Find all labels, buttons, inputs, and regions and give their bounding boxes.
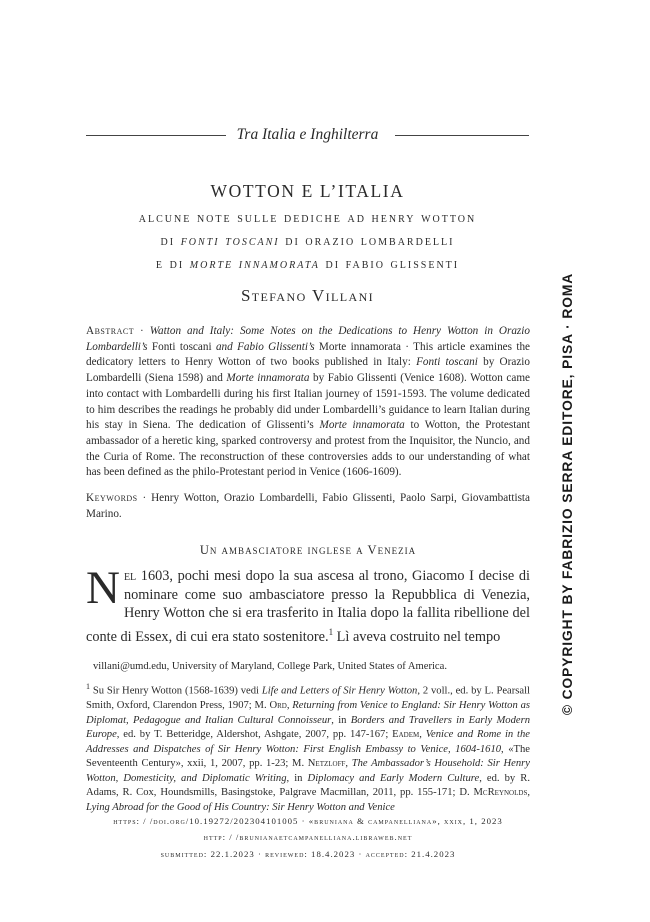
subtitle-book-morte-innamorata: morte innamorata [189,256,320,272]
fn-text-v: Lying Abroad for the Good of His Country: Sir Henry Wotton and Venice [86,801,395,813]
footnote-number: 1 [86,682,90,691]
keywords-label: Keywords [86,492,138,504]
running-head-text: Tra Italia e Inghilterra [236,126,379,143]
abstract-separator: · [134,325,150,337]
article-title: WOTTON E L’ITALIA [210,181,405,201]
abstract-text-3: by Fabio Glissenti (Venice 1608). Wotton came into contact with Lombardelli during his first Italian journey of 1591-1593. The volume dedicated to him describes the readings he probably did under Lombardelli’s guidance to learn Italian during his stay in Siena. The dedication of Glissenti’s [86,372,530,432]
abstract-text-2: by Orazio Lombardelli (Siena 1598) and [86,356,530,385]
fn-text-s: , ed. by R. Adams, R. Cox, Houndsmills, Basingstoke, Palgrave Macmillan, 2011, pp. 155-171; D. [86,772,530,799]
body-text: 1603, pochi mesi dopo la sua ascesa al trono, Giacomo I decise di nominare come suo ambasciatore presso la Repubblica di Venezia, Henry Wotton che si era trasferito in Italia dopo la fallita ribellione del conte di Essex, di cui era stato sostenitore. [86,568,530,645]
copyright-text: © COPYRIGHT BY FABRIZIO SERRA EDITORE, PISA · ROMA [560,272,575,716]
fn-text-t: McReynolds [473,787,528,799]
footnote-ref[interactable]: 1 [328,626,334,637]
keywords-separator: · [137,492,152,504]
fn-text-u: , [527,787,530,799]
abstract-text-1: · This article examines the dedicatory letters to Henry Wotton of two books published in Italy: [86,340,530,369]
abstract-title-italic-2: and Fabio Glissenti’s [215,340,315,353]
section-heading: Un ambasciatore inglese a Venezia [199,543,417,557]
fn-text-j: Eadem [392,729,420,741]
fn-text-c: , 2 voll., ed. by L. Pearsall Smith, Oxford, Clarendon Press, 1907; M. [86,685,530,712]
author-affiliation: villani@umd.edu, University of Maryland, College Park, United States of America. [93,661,447,672]
subtitle-line-2 [86,231,529,251]
fn-text-d: Ord [269,700,287,712]
footer-doi[interactable]: https: / /doi.org/10.19272/202304101005 · «bruniana & campanelliana», xxix, 1, 2023 [113,816,503,826]
keywords-text: Henry Wotton, Orazio Lombardelli, Fabio Glissenti, Paolo Sarpi, Giovambattista Marino. [86,492,530,520]
fn-text-g: , in [331,714,351,726]
subtitle-line-3-pre: e di [155,256,190,272]
subtitle-line-1: alcune note sulle dediche ad henry wotton [138,210,477,226]
body-text-continued: Lì aveva costruito nel tempo [333,628,501,645]
keywords [86,491,530,522]
fn-text-b: Life and Letters of Sir Henry Wotton [261,685,418,697]
abstract-book-2: Morte innamorata [226,372,310,385]
footer-dates: submitted: 22.1.2023 · reviewed: 18.4.2023 · accepted: 21.4.2023 [160,849,456,859]
body-paragraph [86,562,530,646]
subtitle-line-3 [86,254,529,274]
lead-small-caps: el [123,568,137,584]
subtitle-book-fonti-toscani: fonti toscani [180,233,280,249]
copyright-notice [553,250,583,720]
fn-text-q: , in [286,772,308,784]
fn-text-m: , «The Seventeenth Century», xxii, 1, 2007, pp. 1-23; M. [86,743,530,770]
abstract-label: Abstract [86,325,135,337]
fn-text-e: , [286,700,293,712]
footer-url[interactable]: http: / /brunianaetcampanelliana.libraweb.net [203,832,413,842]
abstract-text-4: to Wotton, the Protestant ambassador of a heretic king, sparked controversy and protest from the Inquisitor, the Nuncio, and the Curia of Rome. The reconstruction of these controversies adds to our understanding of what has been defined as the philo-Protestant period in Venice (1606-1609). [86,419,531,479]
fn-text-r: Diplomacy and Early Modern Culture [307,772,480,784]
running-head [86,124,529,146]
abstract-book-3: Morte innamorata [319,419,405,432]
fn-text-h: Borders and Travellers in Early Modern Europe [86,714,531,741]
fn-text-f: Returning from Venice to England: Sir Henry Wotton as Diplomat, Pedagogue and Italian Cultural Connoisseur [86,700,531,726]
footnote-1 [86,680,530,815]
fn-text-l: Venice and Rome in the Addresses and Dispatches of Sir Henry Wotton: First English Embassy to Venice, 1604-1610 [86,729,530,755]
abstract-title-roman-2: Morte innamorata [314,340,401,353]
drop-cap: N [86,562,120,614]
abstract-book-1: Fonti toscani [416,356,478,369]
abstract-english-title: Watton and Italy: Some Notes on the Dedications to Henry Wotton in Orazio Lombardelli’s [86,325,530,353]
fn-text-k: , [419,729,426,741]
fn-text-o: , [345,758,352,770]
running-head-rule-right [395,135,529,136]
subtitle-line-2-post: di orazio lombardelli [279,233,455,249]
fn-text-a: Su Sir Henry Wotton (1568-1639) vedi [90,685,262,697]
abstract [86,324,530,481]
fn-text-p: The Ambassador’s Household: Sir Henry Wotton, Domesticity, and Diplomatic Writing [86,758,531,784]
subtitle-line-2-pre: di [160,233,181,249]
author-name: Stefano Villani [240,286,375,305]
abstract-title-roman-1: Fonti toscani [147,340,216,353]
subtitle-line-3-post: di fabio glissenti [319,256,460,272]
fn-text-n: Netzloff [307,758,346,770]
fn-text-i: , ed. by T. Betteridge, Aldershot, Ashgate, 2007, pp. 147-167; [116,729,393,741]
